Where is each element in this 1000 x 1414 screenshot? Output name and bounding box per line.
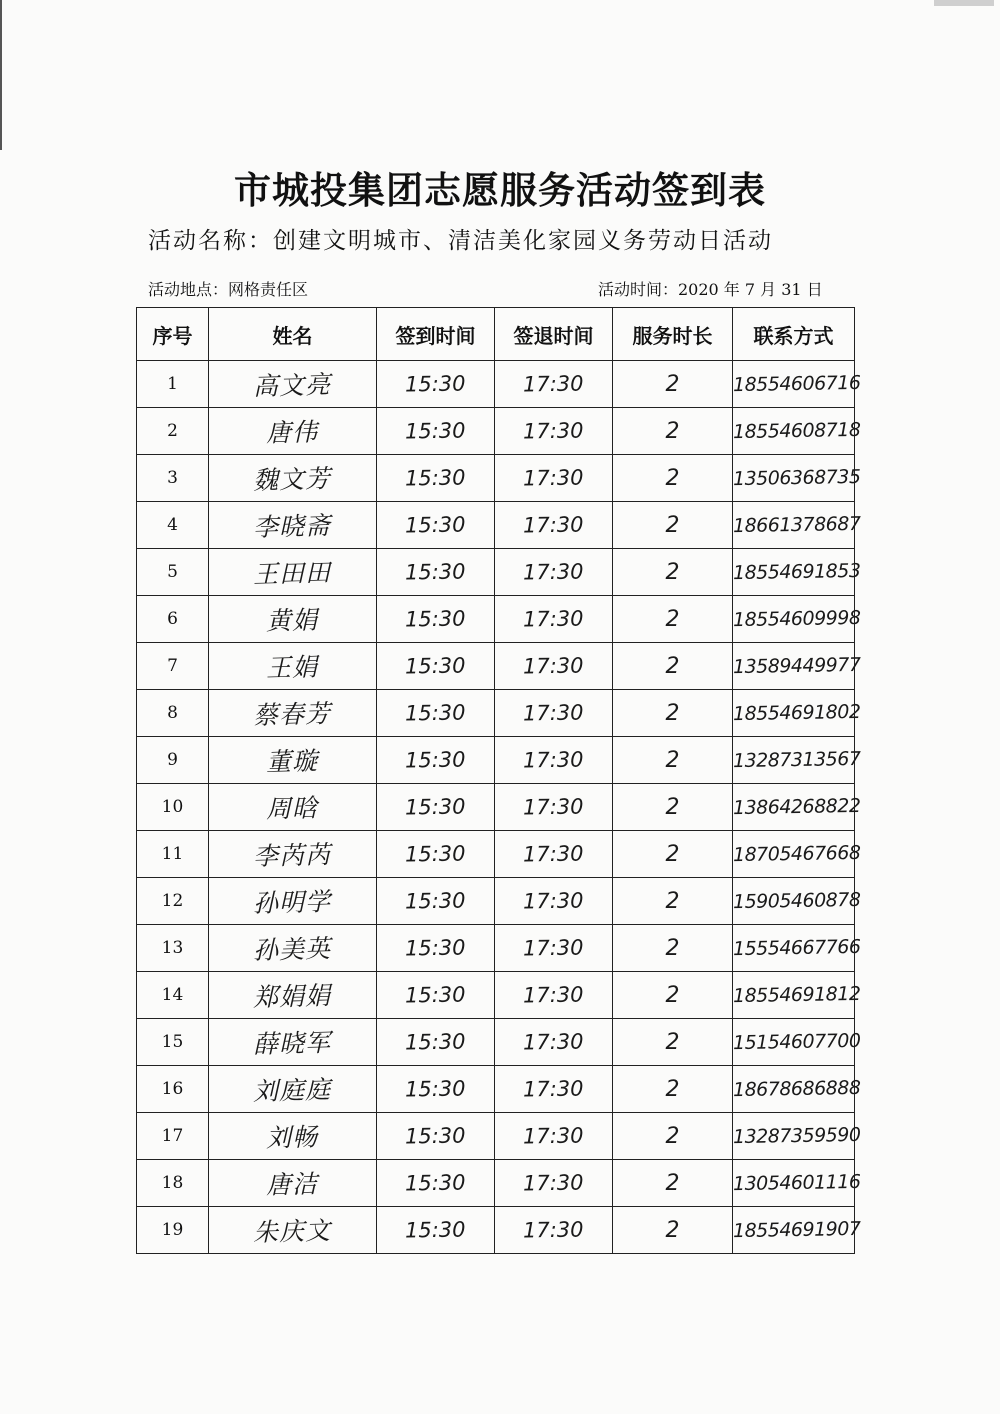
table-row (137, 455, 855, 502)
checkout-handwritten: 17:30 (523, 559, 584, 585)
name-handwritten: 唐洁 (266, 1169, 319, 1200)
duration-cell (613, 549, 733, 596)
checkout-handwritten: 17:30 (523, 1076, 584, 1102)
checkin-handwritten: 15:30 (405, 465, 466, 491)
checkout-cell (495, 831, 613, 878)
checkin-cell (377, 1160, 495, 1207)
row-number-cell: 1 (137, 361, 209, 408)
table-row (137, 408, 855, 455)
duration-handwritten: 2 (665, 465, 680, 491)
table-row (137, 643, 855, 690)
checkin-handwritten: 15:30 (405, 982, 466, 1008)
checkin-cell (377, 361, 495, 408)
name-cell (209, 925, 377, 972)
table-row (137, 925, 855, 972)
duration-cell (613, 502, 733, 549)
phone-cell (732, 643, 861, 690)
activity-place: 活动地点：网格责任区 (148, 280, 309, 299)
checkin-cell (377, 972, 495, 1019)
checkin-handwritten: 15:30 (405, 418, 466, 444)
checkin-cell (377, 1113, 495, 1160)
header-cell-name: 姓名 (209, 308, 377, 361)
checkout-handwritten: 17:30 (523, 982, 584, 1008)
checkin-cell (377, 643, 495, 690)
phone-cell (732, 596, 861, 643)
duration-cell (613, 925, 733, 972)
checkout-handwritten: 17:30 (523, 888, 584, 914)
row-number-cell: 18 (137, 1160, 209, 1207)
duration-handwritten: 2 (665, 559, 680, 585)
row-number-cell: 7 (137, 643, 209, 690)
phone-handwritten: 15154607700 (732, 1029, 861, 1055)
name-cell (209, 1066, 377, 1113)
table-row (137, 784, 855, 831)
name-cell (209, 643, 377, 690)
checkin-cell (377, 690, 495, 737)
duration-handwritten: 2 (665, 935, 680, 961)
row-number-cell: 12 (137, 878, 209, 925)
duration-cell (613, 784, 733, 831)
checkin-cell (377, 596, 495, 643)
checkin-cell (377, 1207, 495, 1254)
activity-time: 活动时间：2020 年 7 月 31 日 (598, 280, 823, 299)
duration-cell (613, 972, 733, 1019)
duration-handwritten: 2 (665, 982, 680, 1008)
row-number-cell: 2 (137, 408, 209, 455)
checkout-handwritten: 17:30 (523, 1170, 584, 1196)
row-number-cell: 8 (137, 690, 209, 737)
phone-cell (732, 455, 861, 502)
phone-cell (732, 1019, 861, 1066)
checkin-handwritten: 15:30 (405, 935, 466, 961)
duration-handwritten: 2 (665, 1170, 680, 1196)
name-cell (209, 408, 377, 455)
phone-handwritten: 18554691802 (732, 700, 861, 726)
row-number-cell: 5 (137, 549, 209, 596)
checkout-handwritten: 17:30 (523, 1029, 584, 1055)
duration-handwritten: 2 (665, 418, 680, 444)
checkout-cell (495, 408, 613, 455)
checkin-handwritten: 15:30 (405, 653, 466, 679)
name-cell (209, 1207, 377, 1254)
phone-cell (732, 549, 861, 596)
table-header-row (137, 308, 855, 361)
phone-handwritten: 18554691812 (732, 982, 861, 1008)
row-number-cell: 15 (137, 1019, 209, 1066)
checkin-handwritten: 15:30 (405, 1170, 466, 1196)
duration-handwritten: 2 (665, 1029, 680, 1055)
name-handwritten: 高文亮 (253, 369, 332, 402)
duration-cell (613, 831, 733, 878)
name-handwritten: 郑娟娟 (253, 980, 332, 1013)
table-row (137, 690, 855, 737)
phone-handwritten: 13506368735 (732, 465, 861, 491)
checkout-cell (495, 1019, 613, 1066)
phone-handwritten: 15554667766 (732, 935, 861, 961)
checkout-handwritten: 17:30 (523, 606, 584, 632)
name-cell (209, 361, 377, 408)
duration-handwritten: 2 (665, 512, 680, 538)
phone-cell (732, 408, 861, 455)
name-handwritten: 王娟 (266, 652, 319, 683)
name-handwritten: 朱庆文 (253, 1215, 332, 1248)
phone-handwritten: 13287313567 (732, 747, 861, 773)
duration-handwritten: 2 (665, 1123, 680, 1149)
name-handwritten: 孙明学 (253, 886, 332, 919)
name-cell (209, 1113, 377, 1160)
header-cell-duration: 服务时长 (613, 308, 733, 361)
table-row (137, 549, 855, 596)
checkout-handwritten: 17:30 (523, 512, 584, 538)
checkin-cell (377, 1066, 495, 1113)
table-body (137, 361, 861, 1254)
checkout-cell (495, 690, 613, 737)
phone-cell (732, 878, 861, 925)
table-row (137, 596, 855, 643)
row-number-cell: 17 (137, 1113, 209, 1160)
header-cell-checkin: 签到时间 (377, 308, 495, 361)
checkin-cell (377, 784, 495, 831)
checkout-handwritten: 17:30 (523, 1123, 584, 1149)
duration-cell (613, 1160, 733, 1207)
duration-handwritten: 2 (665, 606, 680, 632)
checkin-handwritten: 15:30 (405, 1217, 466, 1243)
duration-cell (613, 643, 733, 690)
checkin-cell (377, 831, 495, 878)
name-handwritten: 蔡春芳 (253, 698, 332, 731)
checkout-cell (495, 972, 613, 1019)
checkout-handwritten: 17:30 (523, 935, 584, 961)
checkin-handwritten: 15:30 (405, 888, 466, 914)
name-handwritten: 薛晓军 (253, 1027, 332, 1060)
document-title: 市城投集团志愿服务活动签到表 (234, 169, 766, 212)
name-cell (209, 502, 377, 549)
duration-cell (613, 1019, 733, 1066)
name-cell (209, 784, 377, 831)
row-number-cell: 11 (137, 831, 209, 878)
phone-cell (732, 1207, 861, 1254)
phone-cell (732, 1160, 861, 1207)
duration-handwritten: 2 (665, 371, 680, 397)
table-row (137, 1207, 855, 1254)
name-cell (209, 690, 377, 737)
header-cell-no: 序号 (137, 308, 209, 361)
table-row (137, 1160, 855, 1207)
name-cell (209, 1019, 377, 1066)
checkin-cell (377, 502, 495, 549)
checkin-handwritten: 15:30 (405, 559, 466, 585)
table-row (137, 1019, 855, 1066)
name-handwritten: 孙美英 (253, 933, 332, 966)
duration-cell (613, 878, 733, 925)
checkin-handwritten: 15:30 (405, 1123, 466, 1149)
checkout-cell (495, 549, 613, 596)
row-number-cell: 19 (137, 1207, 209, 1254)
checkout-cell (495, 596, 613, 643)
phone-cell (732, 831, 861, 878)
name-handwritten: 李晓斋 (253, 510, 332, 543)
duration-cell (613, 596, 733, 643)
checkout-cell (495, 784, 613, 831)
phone-handwritten: 18554691907 (732, 1217, 861, 1243)
duration-cell (613, 1066, 733, 1113)
checkout-handwritten: 17:30 (523, 700, 584, 726)
name-handwritten: 黄娟 (266, 605, 319, 636)
checkout-cell (495, 878, 613, 925)
duration-cell (613, 361, 733, 408)
duration-cell (613, 737, 733, 784)
checkout-cell (495, 1066, 613, 1113)
name-cell (209, 972, 377, 1019)
checkout-handwritten: 17:30 (523, 1217, 584, 1243)
duration-cell (613, 1207, 733, 1254)
header-cell-checkout: 签退时间 (495, 308, 613, 361)
row-number-cell: 3 (137, 455, 209, 502)
row-number-cell: 6 (137, 596, 209, 643)
checkin-handwritten: 15:30 (405, 512, 466, 538)
name-handwritten: 魏文芳 (253, 463, 332, 496)
checkin-handwritten: 15:30 (405, 1076, 466, 1102)
name-handwritten: 董璇 (266, 746, 319, 777)
duration-cell (613, 408, 733, 455)
checkin-cell (377, 455, 495, 502)
row-number-cell: 16 (137, 1066, 209, 1113)
phone-handwritten: 18661378687 (732, 512, 861, 538)
checkin-cell (377, 1019, 495, 1066)
checkin-cell (377, 925, 495, 972)
phone-handwritten: 13054601116 (732, 1170, 861, 1196)
name-handwritten: 周晗 (266, 793, 319, 824)
phone-cell (732, 784, 861, 831)
table-row (137, 1066, 855, 1113)
checkin-handwritten: 15:30 (405, 1029, 466, 1055)
checkout-cell (495, 643, 613, 690)
checkout-cell (495, 1207, 613, 1254)
checkout-cell (495, 925, 613, 972)
phone-handwritten: 18554608718 (732, 418, 861, 444)
checkout-cell (495, 1160, 613, 1207)
checkout-handwritten: 17:30 (523, 465, 584, 491)
table-row (137, 502, 855, 549)
duration-handwritten: 2 (665, 841, 680, 867)
phone-handwritten: 13589449977 (732, 653, 861, 679)
duration-handwritten: 2 (665, 794, 680, 820)
table-row (137, 831, 855, 878)
phone-handwritten: 13864268822 (732, 794, 861, 820)
phone-cell (732, 972, 861, 1019)
checkout-handwritten: 17:30 (523, 747, 584, 773)
phone-cell (732, 925, 861, 972)
table-row (137, 972, 855, 1019)
checkin-handwritten: 15:30 (405, 747, 466, 773)
row-number-cell: 4 (137, 502, 209, 549)
duration-cell (613, 455, 733, 502)
duration-handwritten: 2 (665, 653, 680, 679)
checkin-handwritten: 15:30 (405, 606, 466, 632)
name-cell (209, 1160, 377, 1207)
checkout-handwritten: 17:30 (523, 418, 584, 444)
duration-handwritten: 2 (665, 700, 680, 726)
phone-cell (732, 502, 861, 549)
sign-in-table (136, 307, 861, 1254)
phone-handwritten: 18554606716 (732, 371, 861, 397)
name-handwritten: 王田田 (253, 557, 332, 590)
activity-name: 活动名称：创建文明城市、清洁美化家园义务劳动日活动 (148, 228, 773, 254)
name-cell (209, 549, 377, 596)
checkin-cell (377, 549, 495, 596)
row-number-cell: 10 (137, 784, 209, 831)
checkout-handwritten: 17:30 (523, 653, 584, 679)
scan-edge-mark-right (934, 0, 994, 6)
row-number-cell: 14 (137, 972, 209, 1019)
phone-handwritten: 18554609998 (732, 606, 861, 632)
checkin-handwritten: 15:30 (405, 700, 466, 726)
checkin-handwritten: 15:30 (405, 371, 466, 397)
duration-handwritten: 2 (665, 888, 680, 914)
phone-cell (732, 361, 861, 408)
checkout-handwritten: 17:30 (523, 841, 584, 867)
name-handwritten: 李芮芮 (253, 839, 332, 872)
name-cell (209, 737, 377, 784)
phone-handwritten: 18678686888 (732, 1076, 861, 1102)
name-handwritten: 刘庭庭 (253, 1074, 332, 1107)
name-cell (209, 455, 377, 502)
checkout-cell (495, 455, 613, 502)
checkin-cell (377, 878, 495, 925)
duration-cell (613, 1113, 733, 1160)
duration-handwritten: 2 (665, 1217, 680, 1243)
checkin-handwritten: 15:30 (405, 794, 466, 820)
duration-cell (613, 690, 733, 737)
checkout-handwritten: 17:30 (523, 794, 584, 820)
row-number-cell: 13 (137, 925, 209, 972)
phone-handwritten: 18554691853 (732, 559, 861, 585)
checkout-cell (495, 502, 613, 549)
scan-edge-mark (0, 0, 2, 150)
name-cell (209, 596, 377, 643)
table-row (137, 361, 855, 408)
phone-cell (732, 1066, 861, 1113)
phone-cell (732, 690, 861, 737)
phone-handwritten: 15905460878 (732, 888, 861, 914)
phone-cell (732, 737, 861, 784)
phone-handwritten: 18705467668 (732, 841, 861, 867)
table-row (137, 1113, 855, 1160)
checkout-cell (495, 737, 613, 784)
checkout-cell (495, 361, 613, 408)
header-cell-contact: 联系方式 (733, 308, 855, 361)
name-handwritten: 唐伟 (266, 417, 319, 448)
phone-cell (732, 1113, 861, 1160)
checkout-handwritten: 17:30 (523, 371, 584, 397)
table-row (137, 737, 855, 784)
checkin-cell (377, 408, 495, 455)
table-row (137, 878, 855, 925)
name-cell (209, 831, 377, 878)
duration-handwritten: 2 (665, 747, 680, 773)
duration-handwritten: 2 (665, 1076, 680, 1102)
name-handwritten: 刘畅 (266, 1122, 319, 1153)
checkin-handwritten: 15:30 (405, 841, 466, 867)
row-number-cell: 9 (137, 737, 209, 784)
name-cell (209, 878, 377, 925)
checkout-cell (495, 1113, 613, 1160)
phone-handwritten: 13287359590 (732, 1123, 861, 1149)
checkin-cell (377, 737, 495, 784)
